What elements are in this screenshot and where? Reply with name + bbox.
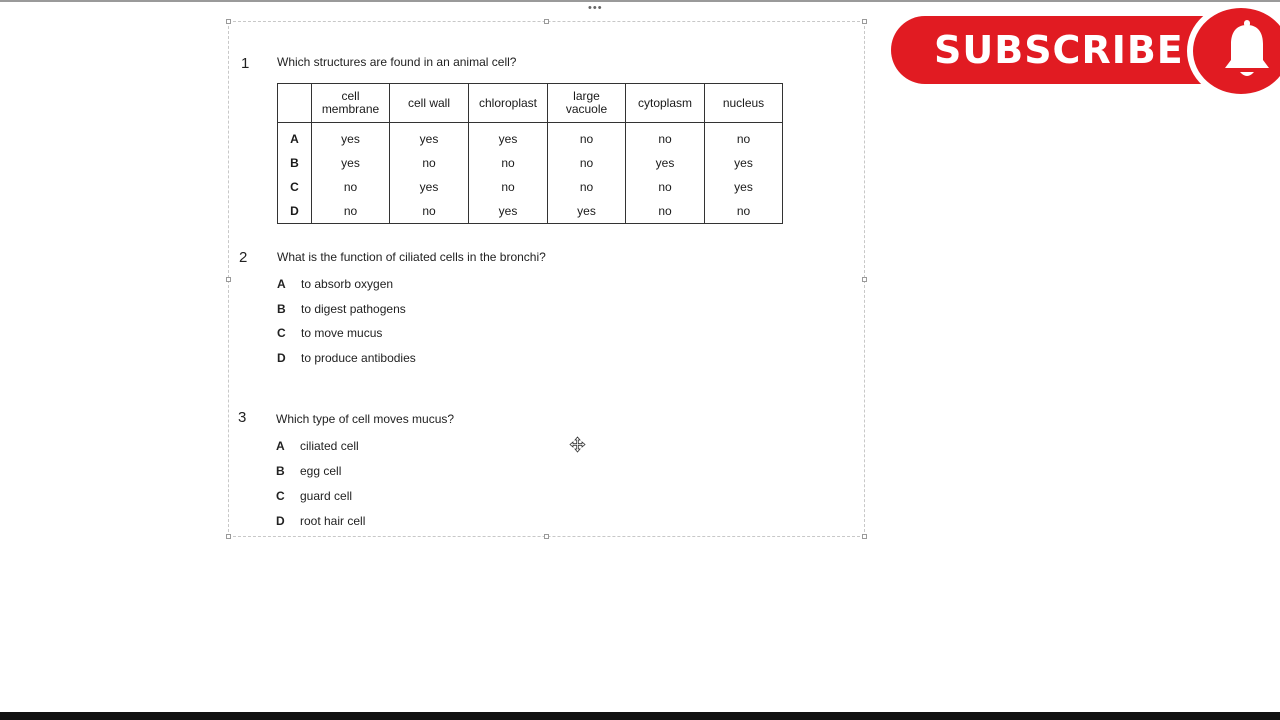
option-letter: D [277,351,286,365]
option-letter: B [277,302,286,316]
table-cell: yes [705,151,783,175]
option-letter: C [276,489,285,503]
table-cell: no [312,175,390,199]
row-label: B [278,151,312,175]
question-number: 3 [238,409,247,426]
table-cell: no [705,199,783,224]
option-text: egg cell [300,464,342,478]
row-label: A [278,123,312,152]
resize-handle-bottom[interactable] [544,534,549,539]
table-cell: no [390,151,469,175]
option-letter: C [277,326,286,340]
table-row [278,151,783,175]
table-cell: yes [469,199,548,224]
row-label: C [278,175,312,199]
answer-option [276,514,365,528]
table-row [278,175,783,199]
top-border [0,0,1280,2]
table-cell: no [705,123,783,152]
resize-handle-top-left[interactable] [226,19,231,24]
answer-option [277,277,393,291]
table-cell: yes [469,123,548,152]
table-header: cytoplasm [626,84,705,123]
answer-option [276,489,352,503]
more-options-icon[interactable]: ••• [588,2,603,14]
option-letter: B [276,464,285,478]
option-text: to digest pathogens [301,302,406,316]
table-cell: no [548,123,626,152]
table-header: cell membrane [312,84,390,123]
answer-option [277,351,416,365]
question-text: What is the function of ciliated cells in the bronchi? [277,250,546,264]
answer-option [277,326,382,340]
table-header: nucleus [705,84,783,123]
option-text: to produce antibodies [301,351,416,365]
table-cell: no [626,175,705,199]
resize-handle-top[interactable] [544,19,549,24]
table-header: cell wall [390,84,469,123]
table-cell: no [626,199,705,224]
resize-handle-bottom-left[interactable] [226,534,231,539]
answer-option [276,439,359,453]
option-text: to absorb oxygen [301,277,394,291]
table-cell: no [626,123,705,152]
bottom-bar [0,712,1280,720]
question-number: 1 [241,55,250,72]
question-text: Which structures are found in an animal cell? [277,55,517,69]
table-cell: yes [705,175,783,199]
table-header: large vacuole [548,84,626,123]
option-letter: A [277,277,286,291]
option-text: guard cell [300,489,353,503]
resize-handle-bottom-right[interactable] [862,534,867,539]
table-cell: yes [548,199,626,224]
resize-handle-right[interactable] [862,277,867,282]
table-row [278,123,783,152]
table-cell: no [469,151,548,175]
table-cell: no [469,175,548,199]
table-cell: yes [390,123,469,152]
move-cursor-icon [569,436,586,453]
cell-structures-table [277,83,783,224]
table-cell: yes [312,123,390,152]
table-cell: no [548,151,626,175]
table-header: chloroplast [469,84,548,123]
answer-option [276,464,341,478]
option-letter: D [276,514,285,528]
answer-option [277,302,406,316]
table-row [278,199,783,224]
table-cell: yes [312,151,390,175]
table-cell: no [390,199,469,224]
resize-handle-left[interactable] [226,277,231,282]
subscribe-label: SUBSCRIBE [934,28,1184,72]
table-cell: no [548,175,626,199]
question-number: 2 [239,249,248,266]
table-cell: yes [626,151,705,175]
row-label: D [278,199,312,224]
bell-icon [1222,20,1272,82]
resize-handle-top-right[interactable] [862,19,867,24]
option-text: to move mucus [301,326,383,340]
option-text: ciliated cell [300,439,359,453]
option-text: root hair cell [300,514,366,528]
question-text: Which type of cell moves mucus? [276,412,455,426]
table-cell: yes [390,175,469,199]
table-cell: no [312,199,390,224]
table-corner-cell [278,84,312,123]
option-letter: A [276,439,285,453]
